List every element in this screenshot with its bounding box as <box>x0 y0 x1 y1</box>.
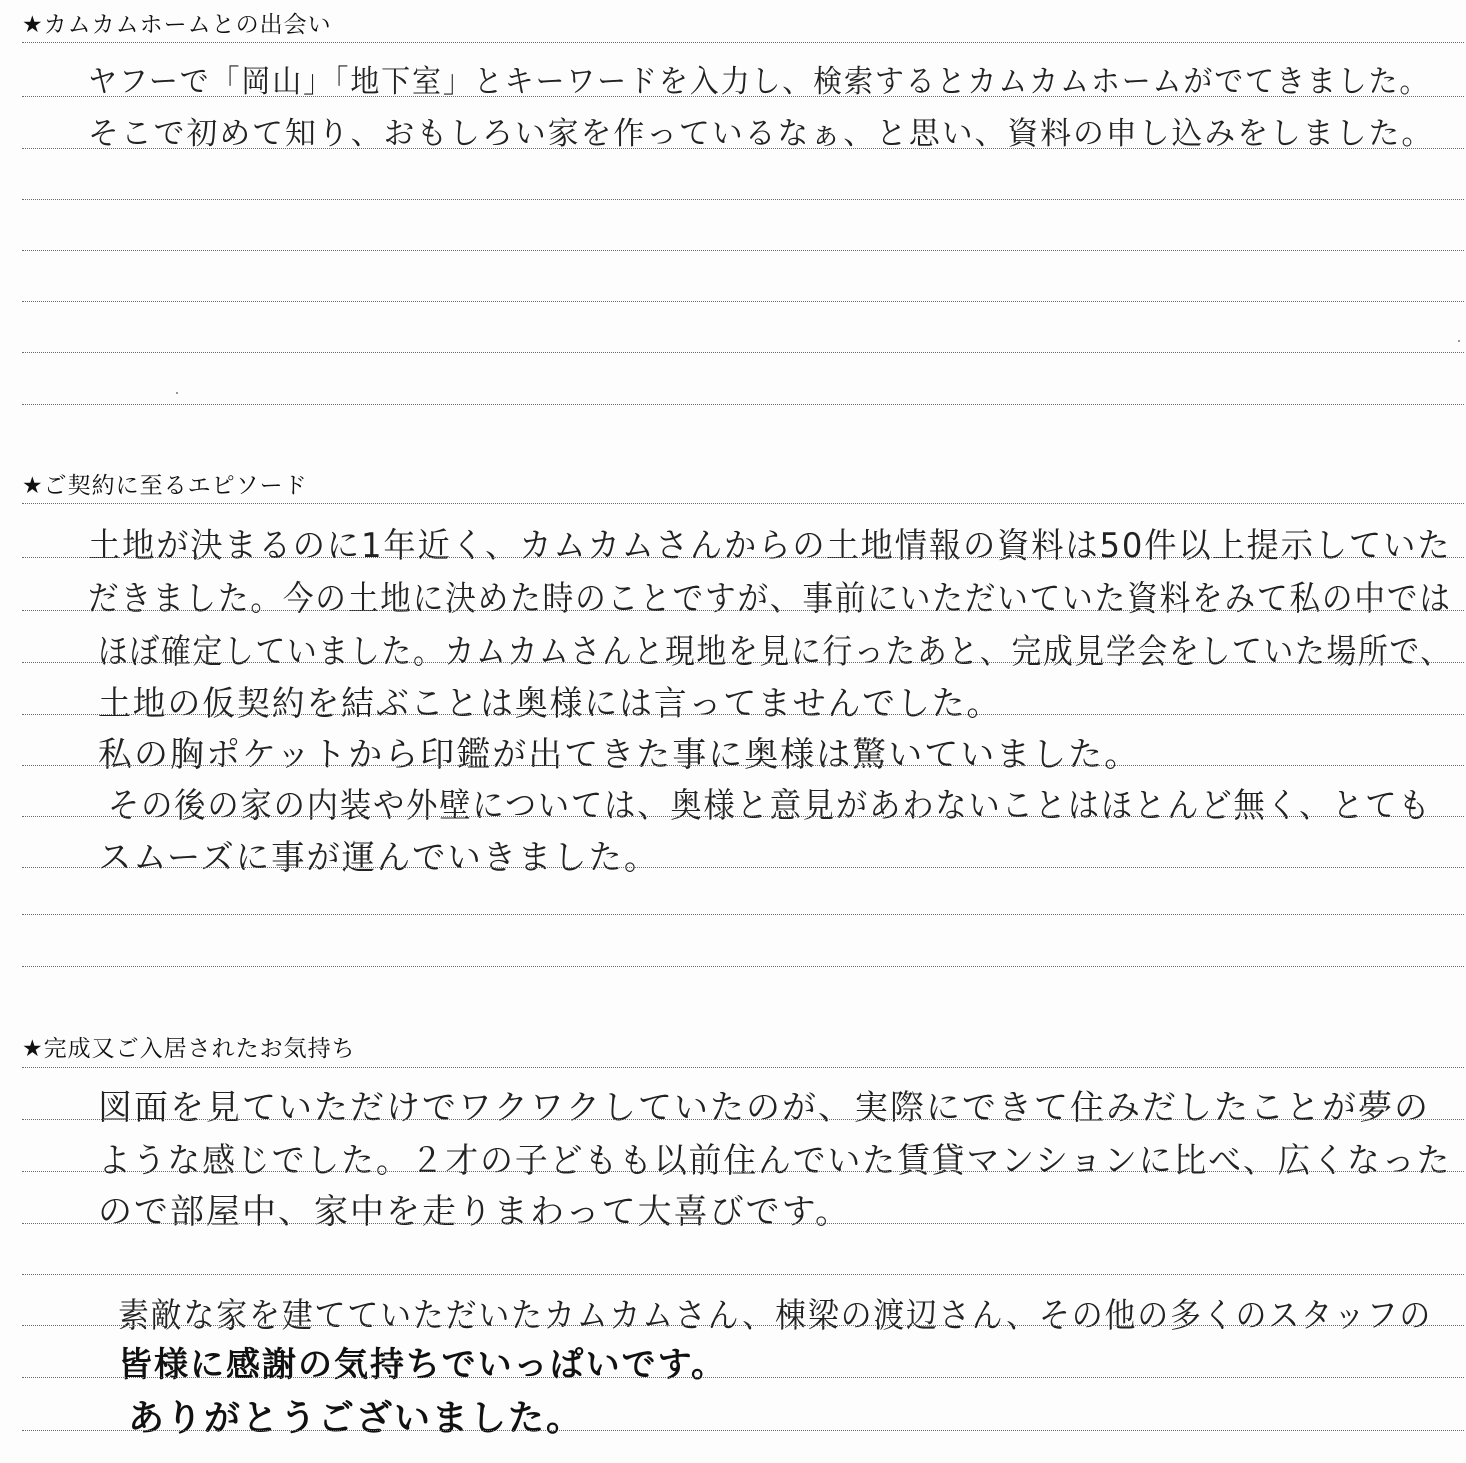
ruled-line <box>22 148 1464 149</box>
handwritten-line: 素敵な家を建てていただいたカムカムさん、棟梁の渡辺さん、その他の多くのスタッフの <box>118 1296 1433 1336</box>
ruled-line <box>22 503 1464 504</box>
ruled-line <box>22 714 1464 715</box>
ruled-line <box>22 1274 1464 1275</box>
handwritten-line: だきました。今の土地に決めた時のことですが、事前にいただいていた資料をみて私の中では <box>88 579 1452 619</box>
ruled-line <box>22 662 1464 663</box>
ruled-line <box>22 250 1464 251</box>
ruled-line <box>22 42 1464 43</box>
handwritten-line: ような感じでした。２才の子どもも以前住んでいた賃貸マンションに比べ、広くなった <box>98 1141 1452 1181</box>
handwritten-line: そこで初めて知り、おもしろい家を作っているなぁ、と思い、資料の申し込みをしました。 <box>88 116 1435 152</box>
handwritten-line: 私の胸ポケットから印鑑が出てきた事に奥様は驚いていました。 <box>98 735 1141 775</box>
ruled-line <box>22 966 1464 967</box>
ruled-line <box>22 352 1464 353</box>
ruled-line <box>22 1430 1464 1431</box>
ruled-line <box>22 867 1464 868</box>
ruled-line <box>22 1377 1464 1378</box>
ruled-line <box>22 1119 1464 1120</box>
handwritten-line: ので部屋中、家中を走りまわって大喜びです。 <box>98 1192 851 1232</box>
handwritten-line: ありがとうございました。 <box>128 1398 585 1439</box>
section-heading-move-in-feelings: ★完成又ご入居されたお気持ち <box>22 1036 356 1062</box>
ruled-line <box>22 765 1464 766</box>
ruled-line <box>22 816 1464 817</box>
handwritten-line: 皆様に感謝の気持ちでいっぱいです。 <box>118 1345 727 1385</box>
ruled-line <box>22 557 1464 558</box>
handwritten-line: 図面を見ていただけでワクワクしていたのが、実際にできて住みだしたことが夢の <box>98 1088 1430 1128</box>
ruled-line <box>22 1171 1464 1172</box>
ruled-line <box>22 1325 1464 1326</box>
ruled-line <box>22 199 1464 200</box>
section-heading-contract-episode: ★ご契約に至るエピソード <box>22 473 308 499</box>
scan-speck <box>176 392 178 394</box>
ruled-line <box>22 1223 1464 1224</box>
ruled-line <box>22 1067 1464 1068</box>
handwritten-line: ヤフーで「岡山」「地下室」とキーワードを入力し、検索するとカムカムホームがでてきました。 <box>88 64 1431 100</box>
section-heading-first-meeting: ★カムカムホームとの出会い <box>22 12 332 38</box>
handwritten-line: ほぼ確定していました。カムカムさんと現地を見に行ったあと、完成見学会をしていた場所で、 <box>98 632 1452 672</box>
handwritten-line: その後の家の内装や外壁については、奥様と意見があわないことはほとんど無く、とても <box>108 786 1432 826</box>
ruled-line <box>22 610 1464 611</box>
handwritten-line: 土地が決まるのに1年近く、カムカムさんからの土地情報の資料は50件以上提示していた <box>88 526 1452 566</box>
handwritten-line: 土地の仮契約を結ぶことは奥様には言ってませんでした。 <box>98 684 1002 724</box>
ruled-line <box>22 914 1464 915</box>
ruled-line <box>22 301 1464 302</box>
ruled-line <box>22 404 1464 405</box>
handwritten-line: スムーズに事が運んでいきました。 <box>98 838 660 878</box>
scan-speck <box>1458 340 1460 342</box>
ruled-line <box>22 96 1464 97</box>
